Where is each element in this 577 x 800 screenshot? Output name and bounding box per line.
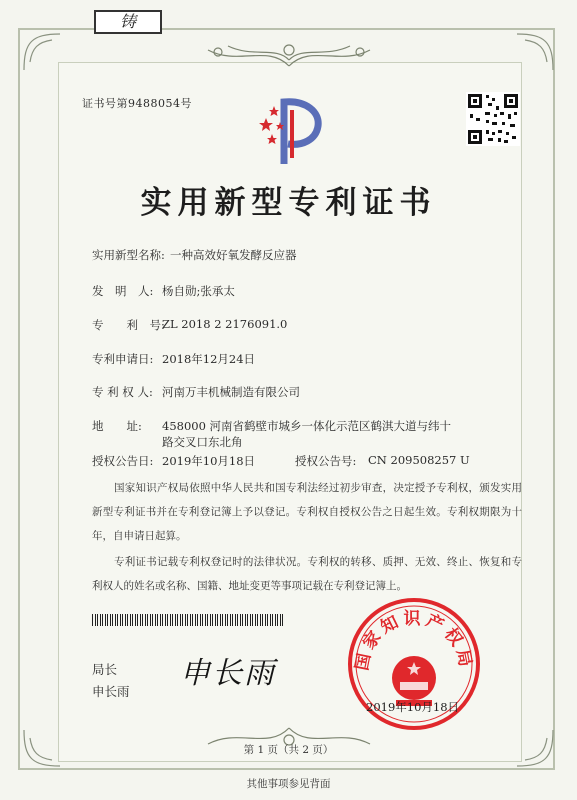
top-ornament (198, 36, 380, 70)
seal-text: 国家知识产权局 (352, 609, 476, 673)
name-value: 一种高效好氧发酵反应器 (170, 248, 297, 262)
archive-stamp-char: 铸 (119, 12, 136, 31)
filing-date-label: 专利申请日: (92, 352, 154, 366)
name-label: 实用新型名称: (92, 248, 165, 262)
inventor-value: 杨自勋;张承太 (162, 284, 235, 298)
patentee-value: 河南万丰机械制造有限公司 (162, 385, 300, 399)
address-line2: 路交叉口东北角 (162, 435, 243, 449)
page-indicator: 第 1 页（共 2 页） (243, 744, 334, 756)
address-line1: 458000 河南省鹤壁市城乡一体化示范区鹤淇大道与纬十 (162, 419, 452, 433)
legal-status-paragraph: 专利证书记载专利权登记时的法律状况。专利权的转移、质押、无效、终止、恢复和专利权人的姓名或名称、国籍、地址变更等事项记载在专利登记簿上。 (92, 556, 522, 592)
grant-date-value: 2019年10月18日 (162, 454, 256, 468)
address-label: 地 址: (92, 419, 142, 433)
inventor-label: 发 明 人: (92, 284, 154, 298)
corner-ornament-top-left (22, 32, 62, 72)
patentee-label: 专 利 权 人: (92, 385, 153, 399)
director-name: 申长雨 (92, 684, 130, 699)
patent-office-logo-icon (258, 92, 322, 166)
grant-number-value: CN 209508257 U (368, 453, 470, 467)
director-signature: 申长雨 (180, 656, 276, 691)
certificate-number: 证书号第9488054号 (82, 97, 192, 110)
director-title: 局长 (92, 662, 118, 677)
corner-ornament-top-right (515, 32, 555, 72)
seal-date: 2019年10月18日 (366, 700, 460, 714)
filing-date-value: 2018年12月24日 (162, 352, 256, 366)
patent-number-label: 专 利 号: (92, 318, 165, 332)
barcode-icon (92, 614, 284, 626)
archive-stamp (94, 10, 162, 34)
patent-number-value: ZL 2018 2 2176091.0 (162, 317, 288, 331)
page-title: 实用新型专利证书 (140, 185, 437, 221)
footer-note: 其他事项参见背面 (246, 778, 331, 790)
grant-number-label: 授权公告号: (295, 454, 357, 468)
grant-date-label: 授权公告日: (92, 454, 154, 468)
qr-code-icon (466, 92, 520, 146)
certificate-statement-paragraph: 国家知识产权局依照中华人民共和国专利法经过初步审查，决定授予专利权，颁发实用新型专利证书并在专利登记簿上予以登记。专利权自授权公告之日起生效。专利权期限为十年，自申请日起算。 (92, 482, 522, 542)
